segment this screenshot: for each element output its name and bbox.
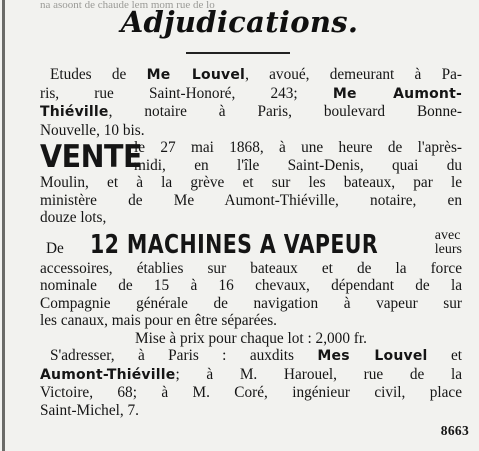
paragraph-line: douze lots, bbox=[40, 209, 107, 226]
paragraph-line: nominale de 15 à 16 chevaux, dépendant de la bbox=[40, 277, 462, 294]
paragraph-line: Compagnie générale de navigation à vapeur sur bbox=[40, 294, 462, 312]
paragraph-line: le 27 mai 1868, à une heure de l'après- bbox=[134, 139, 462, 156]
paragraph-line: Thiéville, notaire à Paris, boulevard Bonne- bbox=[40, 103, 462, 120]
paragraph-line: les canaux, mais pour en être séparées. bbox=[40, 312, 277, 329]
notary-name: Me Aumont- bbox=[332, 85, 463, 102]
machines-title: 12 MACHINES A VAPEUR bbox=[90, 229, 379, 260]
notice-body bbox=[40, 66, 462, 419]
machines-headline: De 12 MACHINES A VAPEUR avec leurs bbox=[46, 227, 462, 260]
column-divider bbox=[2, 0, 5, 451]
section-heading: Adjudications. bbox=[120, 5, 359, 39]
sale-paragraph bbox=[40, 139, 462, 174]
heading-rule bbox=[186, 52, 290, 54]
notary-name: Thiéville bbox=[40, 104, 109, 120]
paragraph-line: ris, rue Saint-Honoré, 243; Me Aumont- bbox=[40, 84, 463, 102]
paragraph-line: Aumont-Thiéville; à M. Harouel, rue de la bbox=[40, 365, 462, 383]
notice-reference-number: 8663 bbox=[440, 423, 469, 438]
paragraph-line: accessoires, établies sur bateaux et de la force bbox=[40, 259, 462, 277]
paragraph-line: Victoire, 68; à M. Coré, ingénieur civil, place bbox=[40, 384, 462, 401]
paragraph-line: Moulin, et à la grève et sur les bateaux, par le bbox=[40, 174, 462, 191]
cropped-preceding-text: na asoont de chaude lem mom rue de lo bbox=[40, 0, 215, 10]
reserve-price: Mise à prix pour chaque lot : 2,000 fr. bbox=[135, 329, 367, 347]
paragraph-line: Saint-Michel, 7. bbox=[40, 401, 139, 419]
lawyer-name: Mes Louvel bbox=[317, 348, 428, 364]
paragraph-line: midi, en l'île Saint-Denis, quai du bbox=[134, 156, 462, 174]
lawyer-name: Me Louvel bbox=[146, 67, 246, 83]
sale-headword: VENTE bbox=[40, 139, 143, 175]
paragraph-line: Etudes de Me Louvel, avoué, demeurant à Pa- bbox=[50, 66, 462, 83]
paragraph-line: S'adresser, à Paris : auxdits Mes Louvel et bbox=[50, 347, 463, 364]
paragraph-line: Nouvelle, 10 bis. bbox=[40, 121, 145, 139]
paragraph-line: ministère de Me Aumont-Thiéville, notaire, en bbox=[40, 191, 462, 209]
notary-name: Aumont-Thiéville bbox=[40, 366, 176, 383]
